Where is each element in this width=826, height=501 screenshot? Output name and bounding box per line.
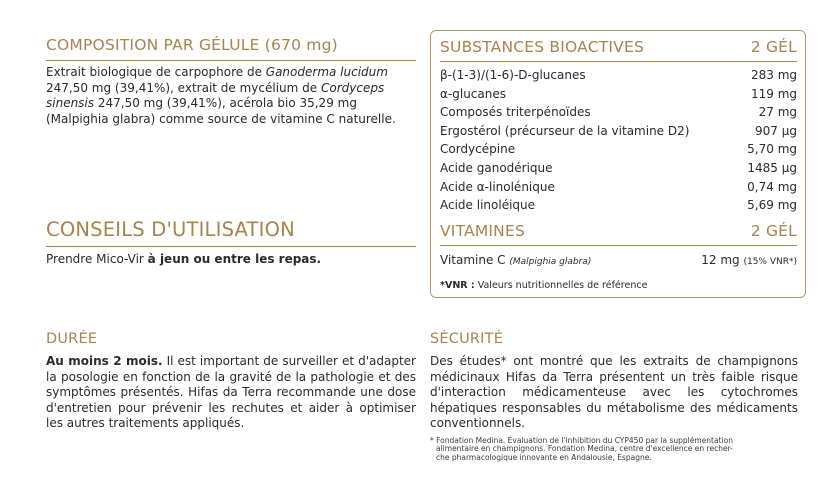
substance-row [440,159,797,178]
conseils-title: CONSEILS D'UTILISATION [46,218,295,241]
composition-text-part: Extrait biologique de carpophore de [46,65,266,79]
cordyceps-name: Cordyceps sinensis [46,80,385,110]
substance-value: 1485 µg [747,160,797,175]
vitamin-c-vnr: (15% VNR*) [743,257,797,267]
conseils-section [46,218,416,268]
substance-name: Ergostérol (précurseur de la vitamine D2) [440,123,690,138]
substance-row [440,140,797,159]
vitamines-title: VITAMINES [440,222,526,240]
substance-row [440,103,797,122]
vitamin-c-row [440,252,797,270]
substance-name: Cordycépine [440,142,516,157]
duree-emphasis: Au moins 2 mois. [46,354,163,368]
substance-value: 907 µg [755,123,797,138]
footnote-line: che pharmacologique innovante en Andalousie, Espagne. [436,452,652,462]
vnr-note [440,280,797,291]
ganoderma-name: Ganoderma lucidum [265,65,388,79]
vitamines-dose: 2 GÉL [750,222,797,240]
vitamin-c-value [701,252,797,270]
substance-name: Acide α-linolénique [440,179,555,194]
composition-title: COMPOSITION PAR GÉLULE (670 mg) [46,36,338,54]
substance-row [440,178,797,197]
substance-value: 283 mg [750,68,797,82]
duree-text [46,354,416,432]
vitamin-c-amount: 12 mg [701,253,740,267]
substances-dose: 2 GÉL [750,38,797,56]
substance-row [440,85,797,104]
substance-name: Composés triterpénoïdes [440,105,591,120]
vnr-note-label: *VNR : [440,280,475,291]
duree-section [46,330,416,432]
securite-section [430,330,798,462]
vitamines-header [440,221,797,241]
substances-header [440,37,797,57]
composition-text [46,65,416,127]
composition-text-part: 247,50 mg (39,41%), extrait de mycélium de [46,80,321,95]
footnote-line: alimentaire en champignons. Fondation Medina, centre d'excellence en recher- [436,444,733,453]
securite-title: SÉCURITÉ [430,331,504,347]
composition-divider [46,60,416,61]
securite-text: Des études* ont montré que les extraits de champignons médicinaux Hifas da Terra présentent un très faible risque d'interaction médicamenteuse avec les cytochromes hépatiques responsables du métabolisme des médicaments conventionnels. [430,354,798,430]
vitamin-c-name [440,252,591,270]
conseils-text [46,252,416,268]
duree-title: DURÉE [46,331,98,347]
substance-value: 5,70 mg [747,142,797,157]
substance-name: α-glucanes [440,86,506,101]
composition-section [46,35,416,127]
footnote-line: * Fondation Medina. Évaluation de l'inhibition du CYP450 par la supplémentation [430,435,733,445]
vnr-note-text: Valeurs nutritionnelles de référence [474,280,648,291]
bioactive-box [430,30,806,298]
conseils-emphasis: à jeun ou entre les repas. [147,252,322,266]
conseils-divider [46,246,416,247]
substance-row [440,196,797,215]
substance-value: 0,74 mg [747,179,797,194]
substance-row [440,66,797,85]
conseils-text-part: Prendre Mico-Vir [46,252,148,266]
substances-divider [440,61,797,62]
substances-title: SUBSTANCES BIOACTIVES [440,38,644,56]
substance-name: Acide ganodérique [440,160,553,175]
substance-value: 5,69 mg [747,198,797,213]
securite-footnote [430,437,798,463]
substance-value: 119 mg [750,86,797,101]
vitamin-c-label: Vitamine C [440,253,510,267]
substance-name: β-(1-3)/(1-6)-D-glucanes [440,68,586,82]
substance-row [440,122,797,141]
substance-name: Acide linoléique [440,198,536,213]
substances-table [440,66,797,215]
vitamines-divider [440,245,797,246]
composition-text-part: 247,50 mg (39,41%), acérola bio 35,29 mg (Malpighia glabra) comme source de vitamine C naturelle. [46,96,396,126]
duree-text-part: Il est important de surveiller et d'adapter la posologie en fonction de la gravité de la pathologie et des symptômes présentés. Hifas da Terra recommande une dose d'entretien pour prévenir les rechutes et aider à optimiser les autres traitements appliqués. [46,354,416,430]
substance-value: 27 mg [758,105,797,120]
vitamin-c-latin: (Malpighia glabra) [509,257,592,267]
